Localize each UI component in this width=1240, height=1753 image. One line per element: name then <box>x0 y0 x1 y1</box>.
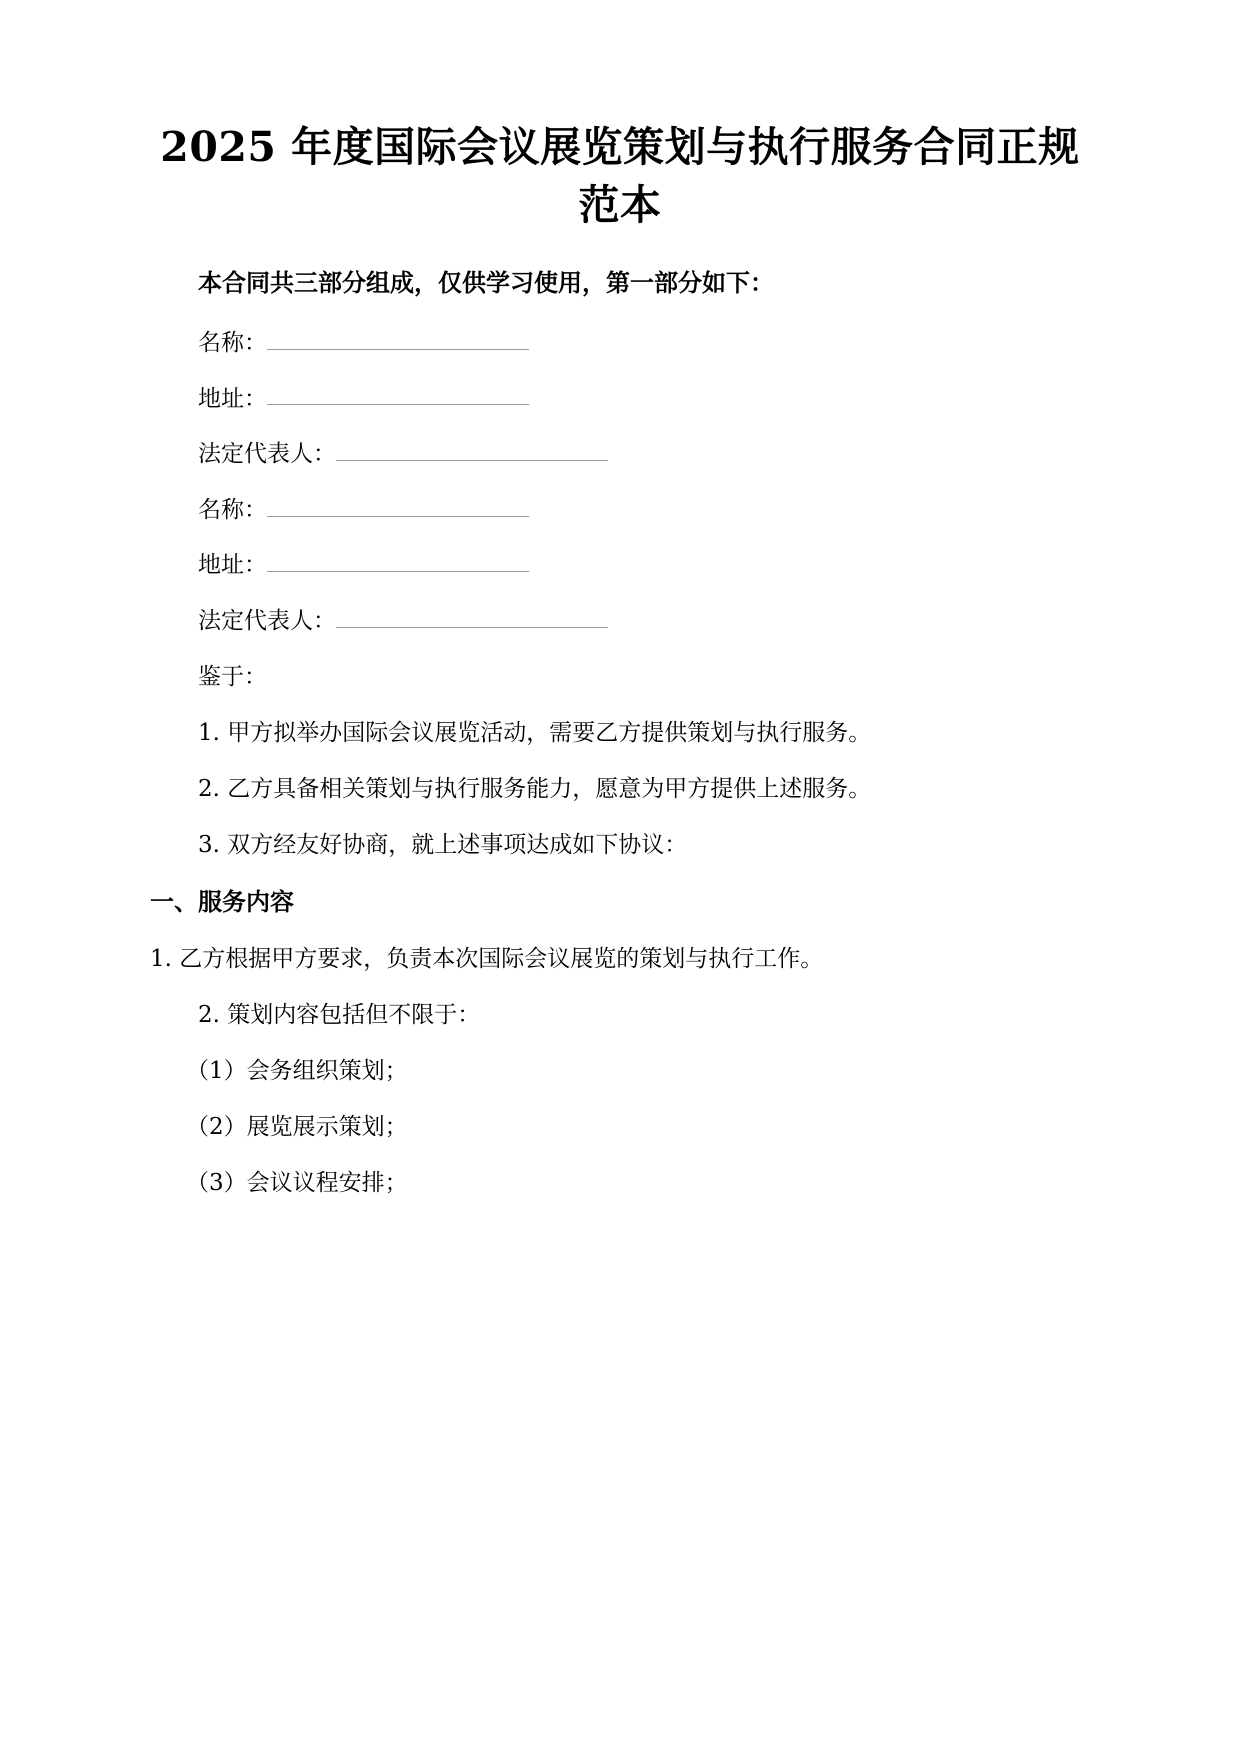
field-row-name-b <box>150 487 1090 533</box>
whereas-item-3: 3. 双方经友好协商，就上述事项达成如下协议： <box>198 831 688 858</box>
field-blank-legal-rep-a[interactable] <box>336 431 608 461</box>
intro-paragraph: 本合同共三部分组成，仅供学习使用，第一部分如下： <box>198 268 774 298</box>
whereas-item-1: 1. 甲方拟举办国际会议展览活动，需要乙方提供策划与执行服务。 <box>198 719 872 746</box>
section-one-subitem-1: （1）会务组织策划； <box>186 1057 408 1084</box>
field-row-address-a <box>150 376 1090 422</box>
field-label-address-b: 地址： <box>198 552 267 579</box>
field-label-name-a: 名称： <box>198 329 267 356</box>
field-row-legal-rep-a <box>150 431 1090 477</box>
section-heading-service-content: 一、服务内容 <box>150 886 294 916</box>
whereas-label: 鉴于： <box>198 663 267 690</box>
field-label-legal-rep-a: 法定代表人： <box>198 440 336 467</box>
field-row-address-b <box>150 542 1090 588</box>
field-row-legal-rep-b <box>150 598 1090 644</box>
page-title: 2025 年度国际会议展览策划与执行服务合同正规范本 <box>160 123 1080 230</box>
field-blank-address-b[interactable] <box>267 542 529 572</box>
section-one-item-1: 1. 乙方根据甲方要求，负责本次国际会议展览的策划与执行工作。 <box>150 945 824 972</box>
field-blank-address-a[interactable] <box>267 376 529 406</box>
field-blank-name-a[interactable] <box>267 320 529 350</box>
field-label-address-a: 地址： <box>198 385 267 412</box>
section-one-subitem-3: （3）会议议程安排； <box>186 1169 408 1196</box>
field-blank-name-b[interactable] <box>267 487 529 517</box>
whereas-item-2: 2. 乙方具备相关策划与执行服务能力，愿意为甲方提供上述服务。 <box>198 775 872 802</box>
section-one-subitem-2: （2）展览展示策划； <box>186 1113 408 1140</box>
field-blank-legal-rep-b[interactable] <box>336 598 608 628</box>
field-row-name-a <box>150 320 1090 366</box>
field-label-legal-rep-b: 法定代表人： <box>198 607 336 634</box>
section-one-item-2: 2. 策划内容包括但不限于： <box>198 1001 481 1028</box>
field-label-name-b: 名称： <box>198 496 267 523</box>
